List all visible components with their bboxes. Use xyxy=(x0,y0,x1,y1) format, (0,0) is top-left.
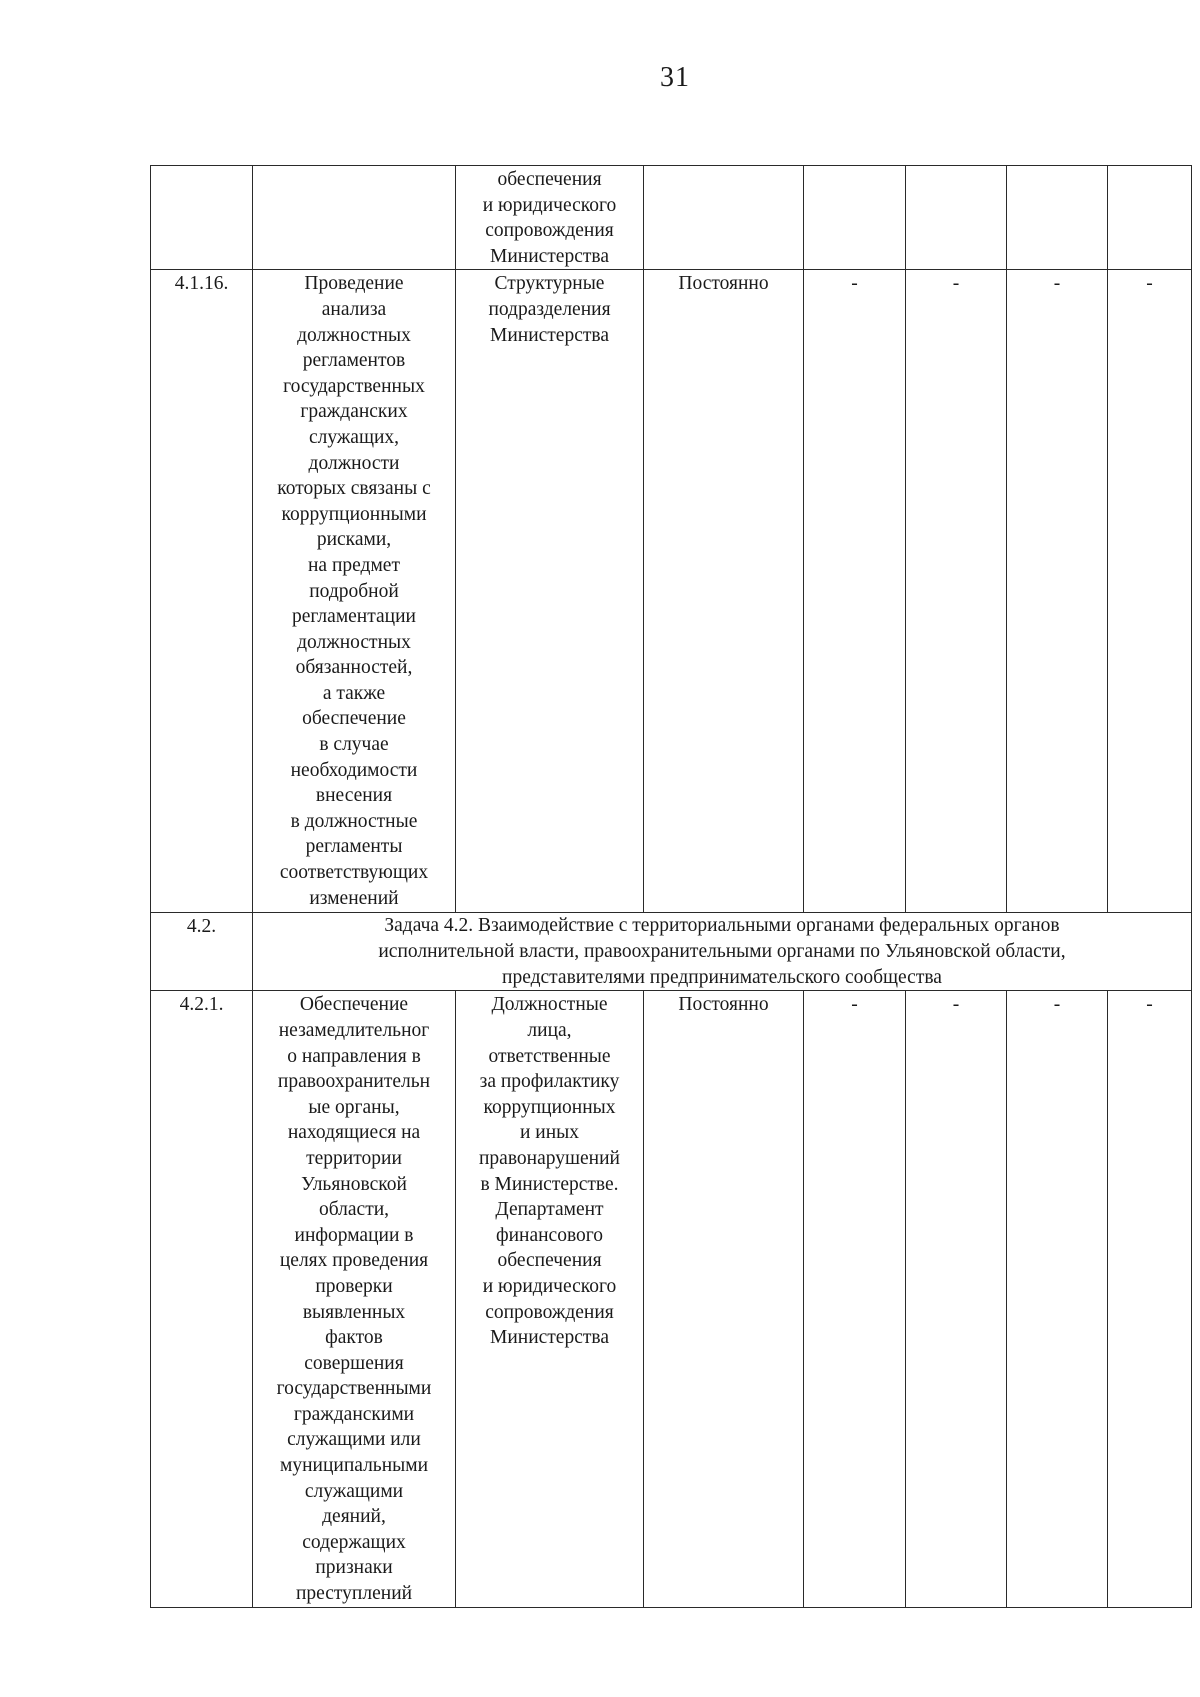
text-line: в Министерстве. xyxy=(480,1173,619,1195)
text-line: целях проведения xyxy=(279,1250,429,1272)
cell-value-5 xyxy=(804,166,906,270)
cell-value-7 xyxy=(1007,166,1108,270)
text-line: Постоянно xyxy=(678,273,769,295)
text-line: Министерства xyxy=(489,245,609,267)
text-line: фактов xyxy=(325,1327,383,1349)
cell-term xyxy=(644,166,804,270)
table-row-continuation xyxy=(151,166,1192,270)
text-line: находящиеся на xyxy=(287,1122,421,1144)
text-line: обеспечения xyxy=(497,1250,602,1272)
text-line: коррупционных xyxy=(483,1096,616,1118)
text-line: ответственные xyxy=(488,1045,611,1067)
text-line: Обеспечение xyxy=(299,994,409,1016)
text-line: Проведение xyxy=(304,273,404,295)
text-line: анализа xyxy=(321,298,387,320)
text-line: обеспечения xyxy=(497,169,602,190)
table-row-4-1-16 xyxy=(151,270,1192,913)
text-line: деяний, xyxy=(322,1506,386,1528)
cell-value-5: - xyxy=(804,270,906,913)
text-line: и иных xyxy=(519,1122,580,1144)
measures-table xyxy=(150,165,1192,1608)
cell-measure xyxy=(253,270,456,913)
text-line: муниципальными xyxy=(279,1455,429,1477)
text-line: должностных xyxy=(297,324,411,346)
text-line: Министерства xyxy=(489,1327,609,1349)
text-line: признаки xyxy=(315,1557,393,1579)
text-line: Структурные xyxy=(494,273,605,295)
cell-executor xyxy=(456,991,644,1607)
cell-value-7: - xyxy=(1007,270,1108,913)
text-line: представителями предпринимательского сообщества xyxy=(502,966,942,988)
text-line: служащих, xyxy=(308,426,400,448)
text-line: в должностные xyxy=(290,810,418,832)
cell-number: 4.2. xyxy=(151,913,253,991)
text-line: в случае xyxy=(319,734,389,756)
text-line: служащими или xyxy=(287,1429,421,1451)
cell-value-6: - xyxy=(906,270,1007,913)
cell-value-8 xyxy=(1108,166,1192,270)
text-line: территории xyxy=(306,1147,402,1169)
text-line: рисками, xyxy=(316,529,392,551)
text-line: правонарушений xyxy=(479,1147,620,1169)
text-line: Постоянно xyxy=(678,994,769,1016)
text-line: государственных xyxy=(283,375,425,397)
page-number: 31 xyxy=(660,62,690,93)
text-line: области, xyxy=(318,1199,390,1221)
text-line: на предмет xyxy=(308,554,400,576)
cell-value-6: - xyxy=(906,991,1007,1607)
text-line: подразделения xyxy=(488,298,611,320)
cell-task xyxy=(253,913,1192,991)
cell-value-8: - xyxy=(1108,270,1192,913)
text-line: изменений xyxy=(309,887,399,909)
text-line: которых связаны с xyxy=(277,478,431,500)
cell-number: 4.2.1. xyxy=(151,991,253,1607)
text-line: ые органы, xyxy=(308,1096,400,1118)
table-row-4-2-1 xyxy=(151,991,1192,1607)
text-line: Задача 4.2. Взаимодействие с территориальными органами федеральных органов xyxy=(384,915,1060,937)
text-line: сопровождения xyxy=(485,1301,614,1323)
text-line: преступлений xyxy=(295,1583,413,1605)
text-line: за профилактику xyxy=(479,1071,620,1093)
text-line: необходимости xyxy=(290,759,418,781)
cell-term xyxy=(644,270,804,913)
table-row-4-2 xyxy=(151,913,1192,991)
cell-number xyxy=(151,166,253,270)
text-line: должности xyxy=(308,452,400,474)
cell-number: 4.1.16. xyxy=(151,270,253,913)
text-line: совершения xyxy=(304,1352,404,1374)
text-line: содержащих xyxy=(302,1531,406,1553)
text-line: и юридического xyxy=(482,194,617,216)
text-line: о направления в xyxy=(287,1045,421,1067)
text-line: гражданскими xyxy=(293,1403,415,1425)
text-line: исполнительной власти, правоохранительными органами по Ульяновской области, xyxy=(378,940,1066,962)
text-line: выявленных xyxy=(302,1301,406,1323)
text-line: сопровождения xyxy=(485,220,614,242)
text-line: подробной xyxy=(309,580,399,602)
text-line: внесения xyxy=(315,785,393,807)
cell-measure xyxy=(253,166,456,270)
text-line: гражданских xyxy=(300,401,408,423)
text-line: соответствующих xyxy=(279,862,429,884)
text-line: незамедлительног xyxy=(278,1019,430,1041)
cell-value-8: - xyxy=(1108,991,1192,1607)
cell-value-5: - xyxy=(804,991,906,1607)
cell-measure xyxy=(253,991,456,1607)
cell-value-6 xyxy=(906,166,1007,270)
text-line: регламентов xyxy=(302,350,406,372)
text-line: информации в xyxy=(294,1224,414,1246)
text-line: а также xyxy=(322,682,386,704)
text-line: Департамент xyxy=(495,1199,604,1221)
cell-term xyxy=(644,991,804,1607)
text-line: Должностные xyxy=(491,994,608,1016)
text-line: регламенты xyxy=(305,836,403,858)
text-line: обязанностей, xyxy=(295,657,413,679)
text-line: финансового xyxy=(495,1224,604,1246)
text-line: обеспечение xyxy=(302,708,406,730)
text-line: регламентации xyxy=(292,606,416,628)
cell-executor xyxy=(456,270,644,913)
text-line: Министерства xyxy=(489,324,609,346)
text-line: и юридического xyxy=(482,1275,617,1297)
text-line: государственными xyxy=(276,1378,432,1400)
cell-executor xyxy=(456,166,644,270)
text-line: проверки xyxy=(315,1275,393,1297)
cell-value-7: - xyxy=(1007,991,1108,1607)
text-line: служащими xyxy=(304,1480,404,1502)
text-line: лица, xyxy=(527,1019,572,1041)
text-line: правоохранительн xyxy=(277,1071,431,1093)
text-line: коррупционными xyxy=(281,503,427,525)
text-line: Ульяновской xyxy=(301,1173,407,1195)
text-line: должностных xyxy=(297,631,411,653)
